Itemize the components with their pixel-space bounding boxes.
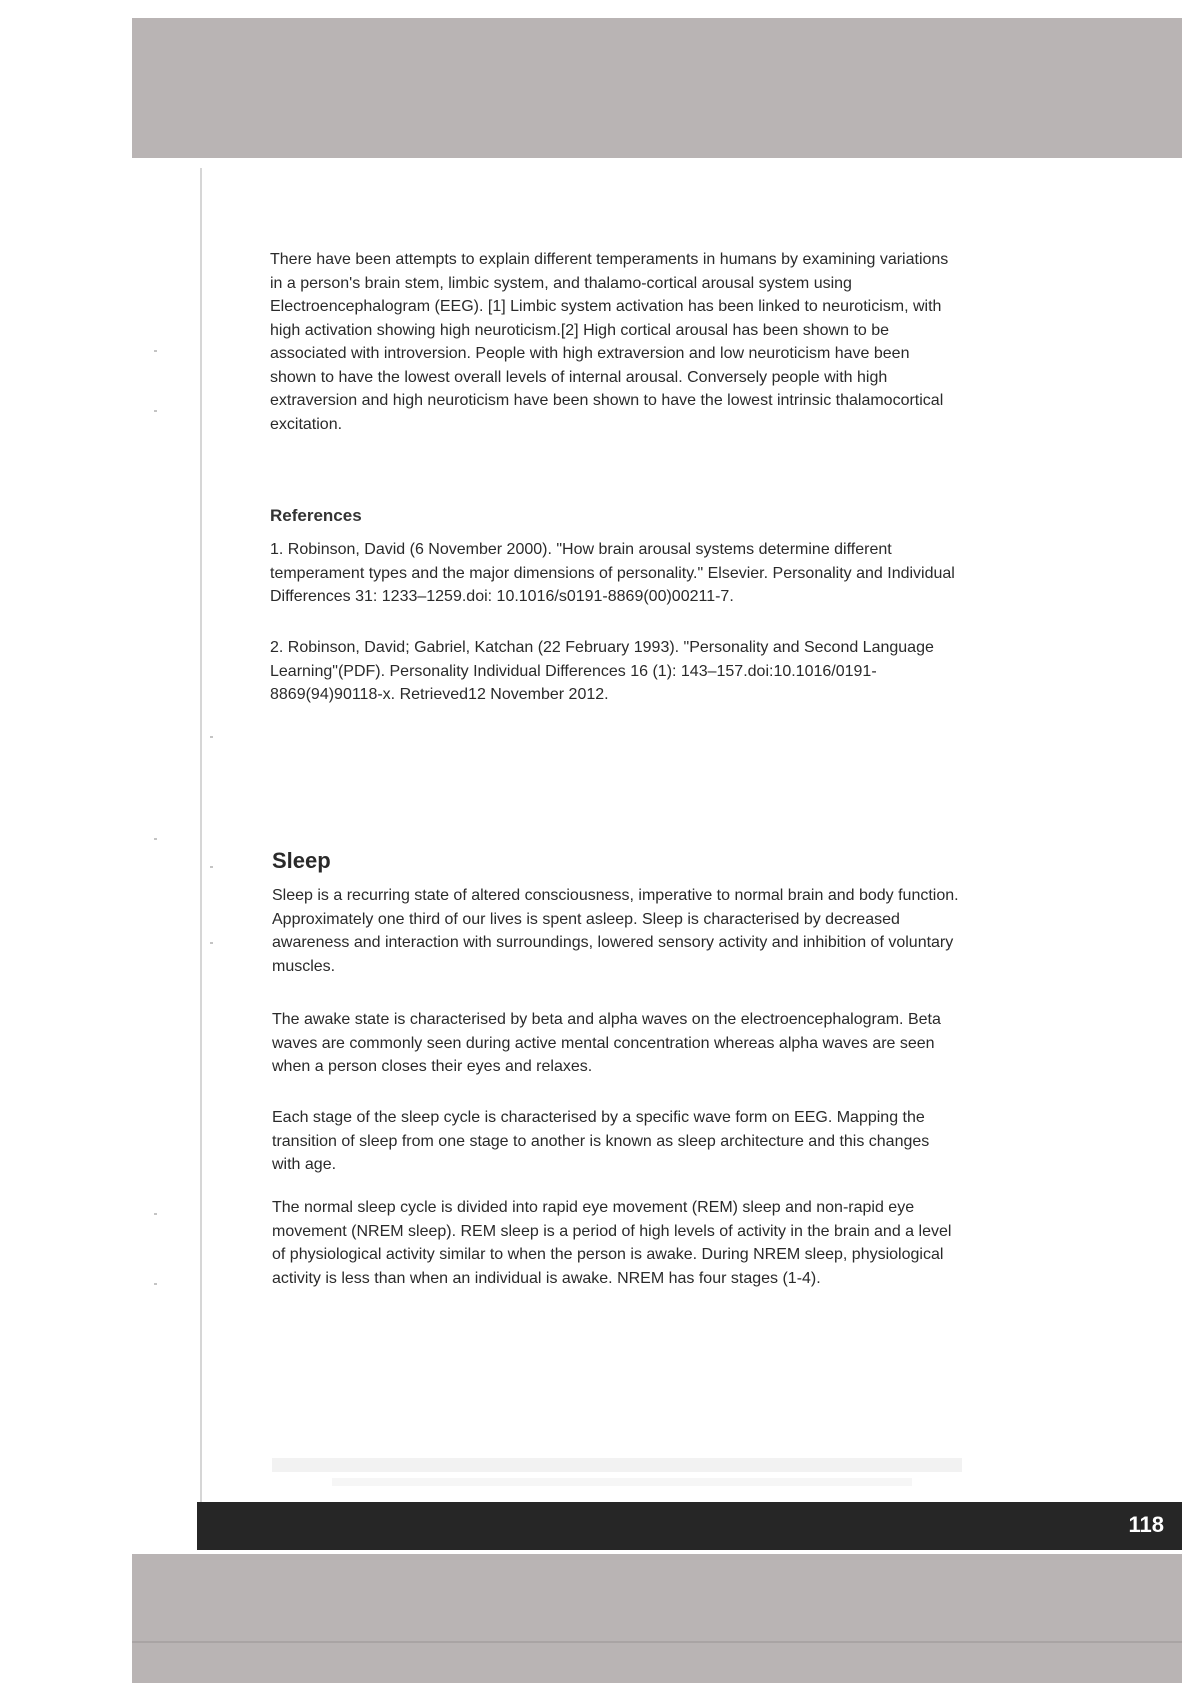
sleep-paragraph-3: Each stage of the sleep cycle is characterised by a specific wave form on EEG. Mapping the transition of sleep from one stage to another is known as sleep architecture and this changes with age.: [272, 1109, 930, 1173]
intro-paragraph: [270, 248, 960, 436]
scanned-page: [132, 18, 1182, 1683]
scan-band-bottom: [132, 1554, 1182, 1683]
scan-speck: [154, 1213, 157, 1215]
scan-speck: [210, 866, 213, 868]
page-number: 118: [1128, 1512, 1164, 1537]
sleep-paragraph-2: The awake state is characterised by beta and alpha waves on the electroencephalogram. Beta waves are commonly seen during active mental concentration whereas alpha waves are seen when a person closes their eyes and relaxes.: [272, 1011, 941, 1075]
reference-item-2: 2. Robinson, David; Gabriel, Katchan (22 February 1993). "Personality and Second Language Learning"(PDF). Personality Individual Differences 16 (1): 143–157.doi:10.1016/0191-8869(94)90118-x. Retrieved12 November 2012.: [270, 639, 934, 703]
reference-item-1: 1. Robinson, David (6 November 2000). "How brain arousal systems determine different temperament types and the major dimensions of personality." Elsevier. Personality and Individual Differences 31: 1233–1259.doi: 10.1016/s0191-8869(00)00211-7.: [270, 541, 955, 605]
scan-band-bottom-line: [132, 1641, 1182, 1643]
scan-speck: [154, 1283, 157, 1285]
scan-speck: [154, 410, 157, 412]
scan-margin-line: [200, 168, 202, 1538]
scan-speck: [210, 942, 213, 944]
scan-speck: [154, 350, 157, 352]
sleep-paragraph-1: Sleep is a recurring state of altered consciousness, imperative to normal brain and body function. Approximately one third of our lives is spent asleep. Sleep is characterised by decreased awareness and interaction with surroundings, lowered sensory activity and inhibition of voluntary muscles.: [272, 887, 959, 975]
sleep-paragraph-4: The normal sleep cycle is divided into rapid eye movement (REM) sleep and non-rapid eye movement (NREM sleep). REM sleep is a period of high levels of activity in the brain and a level of physiological activity similar to when the person is awake. During NREM sleep, physiological activity is less than when an individual is awake. NREM has four stages (1-4).: [272, 1199, 952, 1287]
footer-bar: [197, 1502, 1182, 1550]
scan-speck: [210, 736, 213, 738]
scan-speck: [154, 838, 157, 840]
section-title-sleep: Sleep: [272, 848, 331, 873]
scan-smudge: [332, 1478, 912, 1486]
intro-text: There have been attempts to explain different temperaments in humans by examining variations in a person's brain stem, limbic system, and thalamo-cortical arousal system using Electroencephalogram (EEG). [1] Limbic system activation has been linked to neuroticism, with high activation showing high neuroticism.[2] High cortical arousal has been shown to be associated with introversion. People with high extraversion and low neuroticism have been shown to have the lowest overall levels of internal arousal. Conversely people with high extraversion and high neuroticism have been shown to have the lowest intrinsic thalamocortical excitation.: [270, 251, 949, 433]
references-heading: References: [270, 506, 362, 525]
scan-smudge: [272, 1458, 962, 1472]
scan-band-top: [132, 18, 1182, 158]
